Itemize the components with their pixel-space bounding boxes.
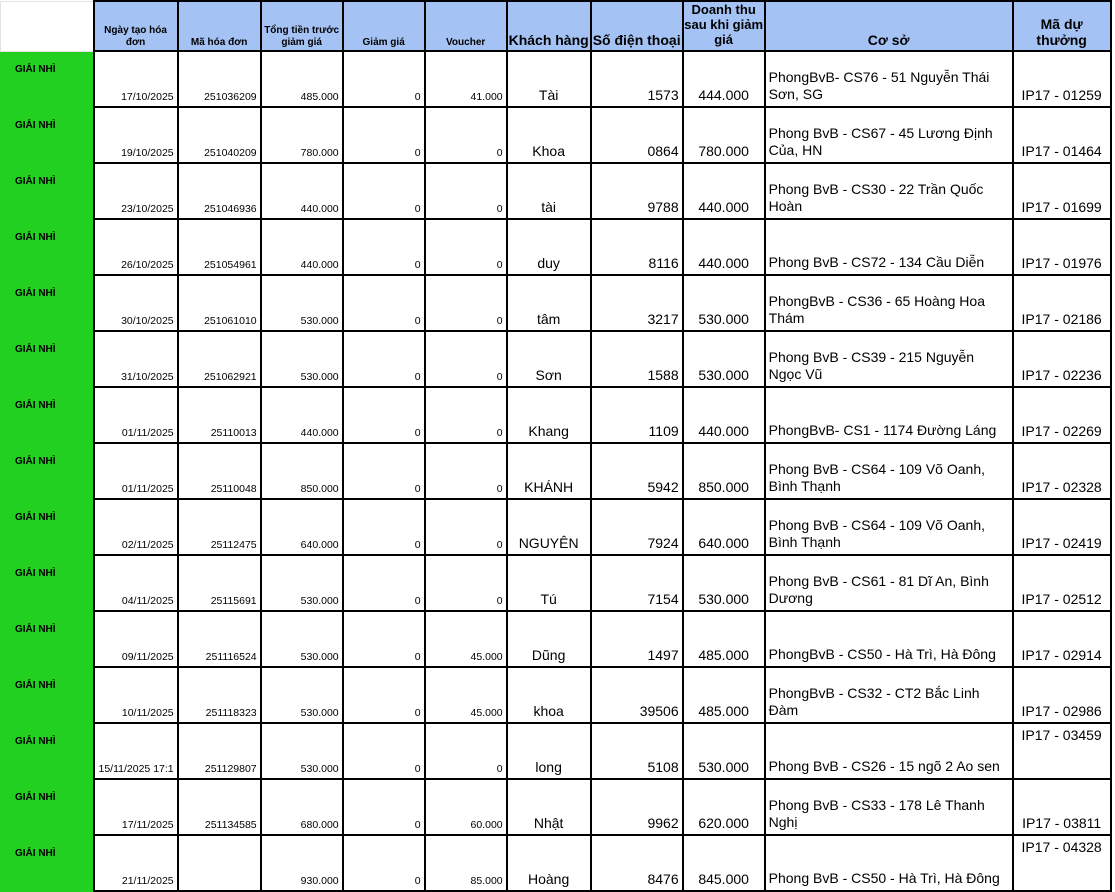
table-row xyxy=(1,219,1111,275)
discount-cell[interactable]: 0 xyxy=(343,219,425,275)
table-row xyxy=(1,611,1111,667)
total-cell[interactable]: 530.000 xyxy=(261,723,343,779)
date-cell[interactable]: 17/11/2025 xyxy=(94,779,178,835)
discount-cell[interactable]: 0 xyxy=(343,275,425,331)
prize-cell[interactable]: GIẢI NHÌ xyxy=(1,163,94,219)
customer-cell[interactable]: Nhật xyxy=(507,779,591,835)
branch-cell[interactable]: Phong BvB - CS50 - Hà Trì, Hà Đông xyxy=(765,835,1013,891)
branch-cell[interactable]: Phong BvB - CS64 - 109 Võ Oanh, Bình Thạnh xyxy=(765,499,1013,555)
voucher-cell[interactable]: 0 xyxy=(425,555,507,611)
customer-cell[interactable]: long xyxy=(507,723,591,779)
table-row xyxy=(1,555,1111,611)
code-cell[interactable]: IP17 - 02914 xyxy=(1013,611,1111,667)
invoice-cell[interactable]: 251116524 xyxy=(178,611,261,667)
header-revenue[interactable]: Doanh thu sau khi giảm giá xyxy=(683,1,765,51)
table-row xyxy=(1,499,1111,555)
revenue-cell[interactable]: 850.000 xyxy=(683,443,765,499)
total-cell[interactable]: 530.000 xyxy=(261,555,343,611)
invoice-cell[interactable]: 25110048 xyxy=(178,443,261,499)
code-cell[interactable]: IP17 - 03459 xyxy=(1013,723,1111,779)
voucher-cell[interactable]: 0 xyxy=(425,219,507,275)
branch-cell[interactable]: Phong BvB - CS26 - 15 ngõ 2 Ao sen xyxy=(765,723,1013,779)
customer-cell[interactable]: KHÁNH xyxy=(507,443,591,499)
revenue-cell[interactable]: 620.000 xyxy=(683,779,765,835)
prize-cell[interactable]: GIẢI NHÌ xyxy=(1,51,94,107)
prize-cell[interactable]: GIẢI NHÌ xyxy=(1,443,94,499)
total-cell[interactable]: 530.000 xyxy=(261,611,343,667)
header-phone[interactable]: Số điện thoại xyxy=(591,1,683,51)
table-row xyxy=(1,835,1111,891)
total-cell[interactable]: 680.000 xyxy=(261,779,343,835)
voucher-cell[interactable]: 0 xyxy=(425,107,507,163)
customer-cell[interactable]: NGUYÊN xyxy=(507,499,591,555)
date-cell[interactable]: 31/10/2025 xyxy=(94,331,178,387)
prize-cell[interactable]: GIẢI NHÌ xyxy=(1,779,94,835)
customer-cell[interactable]: Tài xyxy=(507,51,591,107)
phone-cell[interactable]: 8476 xyxy=(591,835,683,891)
header-branch[interactable]: Cơ sở xyxy=(765,1,1013,51)
branch-cell[interactable]: PhongBvB- CS1 - 1174 Đường Láng xyxy=(765,387,1013,443)
code-cell[interactable]: IP17 - 01976 xyxy=(1013,219,1111,275)
branch-cell[interactable]: PhongBvB- CS76 - 51 Nguyễn Thái Sơn, SG xyxy=(765,51,1013,107)
total-cell[interactable]: 930.000 xyxy=(261,835,343,891)
invoice-cell[interactable]: 251036209 xyxy=(178,51,261,107)
voucher-cell[interactable]: 0 xyxy=(425,331,507,387)
prize-cell[interactable]: GIẢI NHÌ xyxy=(1,499,94,555)
code-cell[interactable]: IP17 - 02236 xyxy=(1013,331,1111,387)
total-cell[interactable]: 780.000 xyxy=(261,107,343,163)
phone-cell[interactable]: 7924 xyxy=(591,499,683,555)
discount-cell[interactable]: 0 xyxy=(343,51,425,107)
branch-cell[interactable]: Phong BvB - CS30 - 22 Trần Quốc Hoàn xyxy=(765,163,1013,219)
code-cell[interactable]: IP17 - 01259 xyxy=(1013,51,1111,107)
customer-cell[interactable]: Sơn xyxy=(507,331,591,387)
phone-cell[interactable]: 1588 xyxy=(591,331,683,387)
prize-cell[interactable]: GIẢI NHÌ xyxy=(1,611,94,667)
discount-cell[interactable]: 0 xyxy=(343,499,425,555)
voucher-cell[interactable]: 60.000 xyxy=(425,779,507,835)
branch-cell[interactable]: Phong BvB - CS64 - 109 Võ Oanh, Bình Thạnh xyxy=(765,443,1013,499)
customer-cell[interactable]: Dũng xyxy=(507,611,591,667)
date-cell[interactable]: 04/11/2025 xyxy=(94,555,178,611)
code-cell[interactable]: IP17 - 01699 xyxy=(1013,163,1111,219)
invoice-cell[interactable]: 251129807 xyxy=(178,723,261,779)
date-cell[interactable]: 02/11/2025 xyxy=(94,499,178,555)
date-cell[interactable]: 23/10/2025 xyxy=(94,163,178,219)
total-cell[interactable]: 485.000 xyxy=(261,51,343,107)
table-row xyxy=(1,443,1111,499)
discount-cell[interactable]: 0 xyxy=(343,555,425,611)
voucher-cell[interactable]: 0 xyxy=(425,723,507,779)
phone-cell[interactable]: 39506 xyxy=(591,667,683,723)
header-customer[interactable]: Khách hàng xyxy=(507,1,591,51)
prize-cell[interactable]: GIẢI NHÌ xyxy=(1,667,94,723)
branch-cell[interactable]: Phong BvB - CS33 - 178 Lê Thanh Nghị xyxy=(765,779,1013,835)
discount-cell[interactable]: 0 xyxy=(343,723,425,779)
date-cell[interactable]: 21/11/2025 xyxy=(94,835,178,891)
header-invoice[interactable]: Mã hóa đơn xyxy=(178,1,261,51)
revenue-cell[interactable]: 444.000 xyxy=(683,51,765,107)
table-row xyxy=(1,667,1111,723)
date-cell[interactable]: 30/10/2025 xyxy=(94,275,178,331)
phone-cell[interactable]: 9788 xyxy=(591,163,683,219)
sheet-body xyxy=(1,51,1111,891)
prize-cell[interactable]: GIẢI NHÌ xyxy=(1,723,94,779)
total-cell[interactable]: 440.000 xyxy=(261,219,343,275)
branch-cell[interactable]: Phong BvB - CS72 - 134 Cầu Diễn xyxy=(765,219,1013,275)
customer-cell[interactable]: Khoa xyxy=(507,107,591,163)
header-total[interactable]: Tổng tiền trước giảm giá xyxy=(261,1,343,51)
customer-cell[interactable]: Tú xyxy=(507,555,591,611)
header-code[interactable]: Mã dự thưởng xyxy=(1013,1,1111,51)
code-cell[interactable]: IP17 - 02186 xyxy=(1013,275,1111,331)
total-cell[interactable]: 440.000 xyxy=(261,387,343,443)
header-row xyxy=(1,1,1111,51)
prize-cell[interactable]: GIẢI NHÌ xyxy=(1,555,94,611)
total-cell[interactable]: 530.000 xyxy=(261,331,343,387)
revenue-cell[interactable]: 845.000 xyxy=(683,835,765,891)
table-row xyxy=(1,723,1111,779)
revenue-cell[interactable]: 485.000 xyxy=(683,611,765,667)
revenue-cell[interactable]: 530.000 xyxy=(683,555,765,611)
invoice-cell[interactable]: 251061010 xyxy=(178,275,261,331)
revenue-cell[interactable]: 440.000 xyxy=(683,387,765,443)
prize-cell[interactable]: GIẢI NHÌ xyxy=(1,331,94,387)
phone-cell[interactable]: 5942 xyxy=(591,443,683,499)
phone-cell[interactable]: 1109 xyxy=(591,387,683,443)
date-cell[interactable]: 10/11/2025 xyxy=(94,667,178,723)
header-voucher[interactable]: Voucher xyxy=(425,1,507,51)
invoice-cell[interactable]: 25115691 xyxy=(178,555,261,611)
voucher-cell[interactable]: 0 xyxy=(425,499,507,555)
revenue-cell[interactable]: 780.000 xyxy=(683,107,765,163)
voucher-cell[interactable]: 45.000 xyxy=(425,667,507,723)
phone-cell[interactable]: 7154 xyxy=(591,555,683,611)
code-cell[interactable]: IP17 - 04328 xyxy=(1013,835,1111,891)
invoice-cell[interactable]: 251040209 xyxy=(178,107,261,163)
revenue-cell[interactable]: 640.000 xyxy=(683,499,765,555)
invoice-cell[interactable]: 251062921 xyxy=(178,331,261,387)
date-cell[interactable]: 19/10/2025 xyxy=(94,107,178,163)
date-cell[interactable]: 01/11/2025 xyxy=(94,387,178,443)
table-row xyxy=(1,51,1111,107)
voucher-cell[interactable]: 45.000 xyxy=(425,611,507,667)
invoice-cell[interactable]: 25110013 xyxy=(178,387,261,443)
voucher-cell[interactable]: 0 xyxy=(425,275,507,331)
total-cell[interactable]: 530.000 xyxy=(261,275,343,331)
total-cell[interactable]: 640.000 xyxy=(261,499,343,555)
customer-cell[interactable]: Khang xyxy=(507,387,591,443)
invoice-cell[interactable] xyxy=(178,835,261,891)
header-date[interactable]: Ngày tạo hóa đơn xyxy=(94,1,178,51)
table-row xyxy=(1,275,1111,331)
invoice-cell[interactable]: 251134585 xyxy=(178,779,261,835)
phone-cell[interactable]: 1497 xyxy=(591,611,683,667)
phone-cell[interactable]: 1573 xyxy=(591,51,683,107)
date-cell[interactable]: 01/11/2025 xyxy=(94,443,178,499)
voucher-cell[interactable]: 85.000 xyxy=(425,835,507,891)
branch-cell[interactable]: PhongBvB - CS50 - Hà Trì, Hà Đông xyxy=(765,611,1013,667)
discount-cell[interactable]: 0 xyxy=(343,163,425,219)
customer-cell[interactable]: tâm xyxy=(507,275,591,331)
total-cell[interactable]: 850.000 xyxy=(261,443,343,499)
discount-cell[interactable]: 0 xyxy=(343,611,425,667)
voucher-cell[interactable]: 41.000 xyxy=(425,51,507,107)
total-cell[interactable]: 530.000 xyxy=(261,667,343,723)
phone-cell[interactable]: 3217 xyxy=(591,275,683,331)
invoice-cell[interactable]: 251046936 xyxy=(178,163,261,219)
prize-cell[interactable]: GIẢI NHÌ xyxy=(1,835,94,891)
revenue-cell[interactable]: 530.000 xyxy=(683,723,765,779)
discount-cell[interactable]: 0 xyxy=(343,331,425,387)
discount-cell[interactable]: 0 xyxy=(343,779,425,835)
revenue-cell[interactable]: 485.000 xyxy=(683,667,765,723)
branch-cell[interactable]: PhongBvB - CS36 - 65 Hoàng Hoa Thám xyxy=(765,275,1013,331)
table-row xyxy=(1,387,1111,443)
header-discount[interactable]: Giảm giá xyxy=(343,1,425,51)
phone-cell[interactable]: 8116 xyxy=(591,219,683,275)
phone-cell[interactable]: 5108 xyxy=(591,723,683,779)
date-cell[interactable]: 15/11/2025 17:1 xyxy=(94,723,178,779)
voucher-cell[interactable]: 0 xyxy=(425,387,507,443)
code-cell[interactable]: IP17 - 02512 xyxy=(1013,555,1111,611)
branch-cell[interactable]: Phong BvB - CS61 - 81 Dĩ An, Bình Dương xyxy=(765,555,1013,611)
prize-cell[interactable]: GIẢI NHÌ xyxy=(1,387,94,443)
customer-cell[interactable]: khoa xyxy=(507,667,591,723)
invoice-cell[interactable]: 251054961 xyxy=(178,219,261,275)
prize-cell[interactable]: GIẢI NHÌ xyxy=(1,107,94,163)
phone-cell[interactable]: 0864 xyxy=(591,107,683,163)
total-cell[interactable]: 440.000 xyxy=(261,163,343,219)
table-row xyxy=(1,331,1111,387)
date-cell[interactable]: 09/11/2025 xyxy=(94,611,178,667)
code-cell[interactable]: IP17 - 02986 xyxy=(1013,667,1111,723)
table-row xyxy=(1,163,1111,219)
header-prize[interactable] xyxy=(1,1,94,51)
invoice-cell[interactable]: 251118323 xyxy=(178,667,261,723)
date-cell[interactable]: 17/10/2025 xyxy=(94,51,178,107)
revenue-cell[interactable]: 530.000 xyxy=(683,331,765,387)
revenue-cell[interactable]: 440.000 xyxy=(683,219,765,275)
revenue-cell[interactable]: 530.000 xyxy=(683,275,765,331)
invoice-cell[interactable]: 25112475 xyxy=(178,499,261,555)
branch-cell[interactable]: PhongBvB - CS32 - CT2 Bắc Linh Đàm xyxy=(765,667,1013,723)
voucher-cell[interactable]: 0 xyxy=(425,443,507,499)
phone-cell[interactable]: 9962 xyxy=(591,779,683,835)
prize-cell[interactable]: GIẢI NHÌ xyxy=(1,275,94,331)
code-cell[interactable]: IP17 - 02419 xyxy=(1013,499,1111,555)
code-cell[interactable]: IP17 - 02269 xyxy=(1013,387,1111,443)
branch-cell[interactable]: Phong BvB - CS67 - 45 Lương Định Của, HN xyxy=(765,107,1013,163)
discount-cell[interactable]: 0 xyxy=(343,667,425,723)
date-cell[interactable]: 26/10/2025 xyxy=(94,219,178,275)
table-row xyxy=(1,779,1111,835)
discount-cell[interactable]: 0 xyxy=(343,387,425,443)
revenue-cell[interactable]: 440.000 xyxy=(683,163,765,219)
table-row xyxy=(1,107,1111,163)
branch-cell[interactable]: Phong BvB - CS39 - 215 Nguyễn Ngọc Vũ xyxy=(765,331,1013,387)
discount-cell[interactable]: 0 xyxy=(343,443,425,499)
customer-cell[interactable]: tài xyxy=(507,163,591,219)
customer-cell[interactable]: duy xyxy=(507,219,591,275)
prize-cell[interactable]: GIẢI NHÌ xyxy=(1,219,94,275)
customer-cell[interactable]: Hoàng xyxy=(507,835,591,891)
discount-cell[interactable]: 0 xyxy=(343,835,425,891)
discount-cell[interactable]: 0 xyxy=(343,107,425,163)
code-cell[interactable]: IP17 - 03811 xyxy=(1013,779,1111,835)
code-cell[interactable]: IP17 - 02328 xyxy=(1013,443,1111,499)
code-cell[interactable]: IP17 - 01464 xyxy=(1013,107,1111,163)
voucher-cell[interactable]: 0 xyxy=(425,163,507,219)
